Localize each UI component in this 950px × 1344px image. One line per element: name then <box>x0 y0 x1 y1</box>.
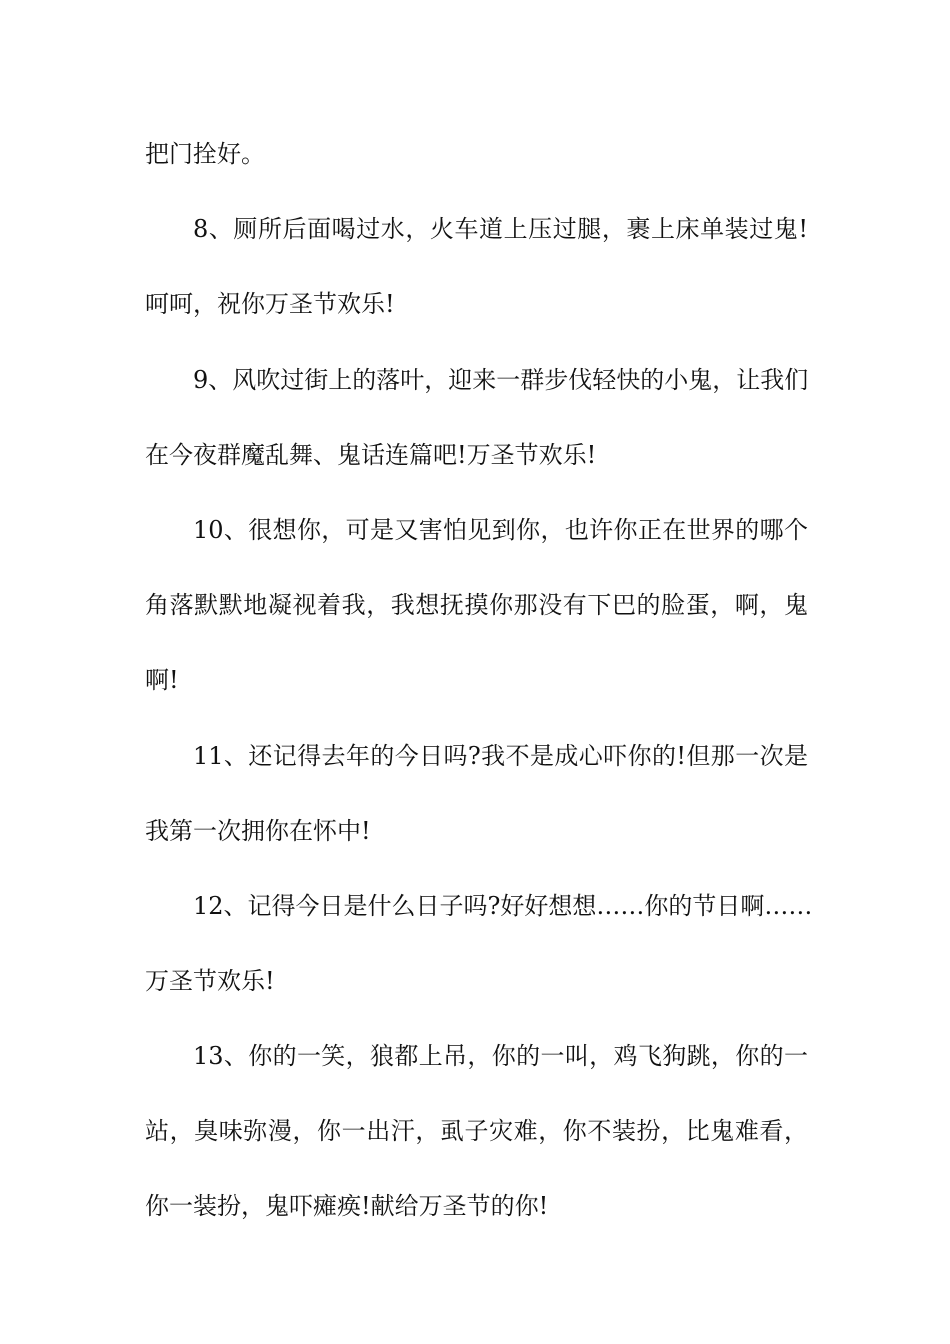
text-line-14: 站，臭味弥漫，你一出汗，虱子灾难，你不装扮，比鬼难看， <box>145 1117 808 1145</box>
text-line-11: 12、记得今日是什么日子吗?好好想想……你的节日啊…… <box>193 892 813 920</box>
text-line-2: 8、厕所后面喝过水，火车道上压过腿，裹上床单装过鬼! <box>193 215 808 243</box>
text-line-8: 啊! <box>145 666 179 694</box>
text-line-6: 10、很想你，可是又害怕见到你，也许你正在世界的哪个 <box>193 516 808 544</box>
text-line-15: 你一装扮，鬼吓瘫痪!献给万圣节的你! <box>145 1192 549 1220</box>
text-line-9: 11、还记得去年的今日吗?我不是成心吓你的!但那一次是 <box>193 742 808 770</box>
text-line-3: 呵呵，祝你万圣节欢乐! <box>145 290 395 318</box>
text-line-13: 13、你的一笑，狼都上吊，你的一叫，鸡飞狗跳，你的一 <box>193 1042 808 1070</box>
text-line-4: 9、风吹过街上的落叶，迎来一群步伐轻快的小鬼，让我们 <box>193 366 809 394</box>
text-line-7: 角落默默地凝视着我，我想抚摸你那没有下巴的脸蛋，啊，鬼 <box>145 591 808 619</box>
text-line-5: 在今夜群魔乱舞、鬼话连篇吧!万圣节欢乐! <box>145 441 597 469</box>
text-line-10: 我第一次拥你在怀中! <box>145 817 371 845</box>
text-line-12: 万圣节欢乐! <box>145 967 275 995</box>
text-line-1: 把门拴好。 <box>145 140 265 168</box>
